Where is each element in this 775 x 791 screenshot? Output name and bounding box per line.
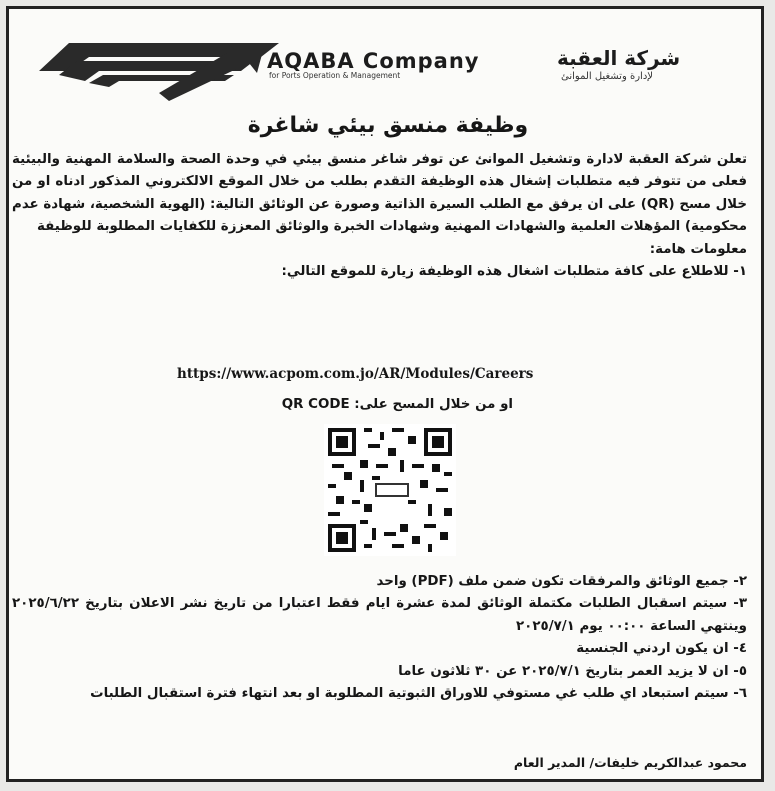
intro-paragraph: تعلن شركة العقبة لادارة وتشغيل الموانئ عن توفر شاغر منسق بيئي في وحدة الصحة والسلامة المهنية والبيئية فعلى من تتوفر فيه متطلبات إشغال هذه الوظيفة التقدم بطلب من خلال الموقع الالكتروني المذكور ادناه او من خلال مسح (QR) على ان يرفق مع الطلب السيرة الذاتية وصورة عن الوثائق التالية: (الهوية الشخصية، شهادة عدم محكومية) المؤهلات العلمية والشهادات المهنية وشهادات الخبرة والوثائق المعززة للكفايات المطلوبة للوظيفة — [12, 152, 748, 235]
important-heading: معلومات هامة: — [649, 241, 747, 257]
company-subtitle-ar: لإدارة وتشغيل الموانئ — [561, 71, 653, 82]
ship-logo-icon — [39, 43, 279, 101]
careers-url[interactable]: https://www.acpom.com.jo/AR/Modules/Careers — [177, 366, 534, 382]
announcement-body — [12, 149, 747, 283]
qr-code[interactable] — [324, 424, 456, 556]
company-name-ar: شركة العقبة — [557, 46, 681, 70]
list-item: ٢- جميع الوثائق والمرفقات تكون ضمن ملف (PDF) واحد — [376, 574, 747, 589]
job-title: وظيفة منسق بيئي شاغرة — [247, 113, 529, 138]
list-item: ٣- سيتم اسقبال الطلبات مكتملة الوثائق لمدة عشرة ايام فقط اعتبارا من تاريخ نشر الاعلان بتاريخ ٢٠٢٥/٦/٢٢ وينتهي الساعة ٠٠:٠٠ يوم ٢٠٢٥/٧/١ — [12, 596, 747, 634]
list-item: ٤- ان يكون اردني الجنسية — [576, 641, 747, 657]
requirements-list — [12, 571, 747, 705]
company-name-en: AQABA Company — [267, 49, 480, 73]
signature: محمود عبدالكريم خليفات/ المدير العام — [513, 755, 747, 770]
list-item: ٥- ان لا يزيد العمر بتاريخ ٢٠٢٥/٧/١ عن ٣٠ ثلاثون عاما — [398, 663, 747, 679]
advertisement-sheet — [6, 6, 764, 782]
list-item: ٦- سيتم استبعاد اي طلب غي مستوفي للاوراق الثبوتية المطلوبة او بعد انتهاء فترة استقبال الطلبات — [90, 686, 747, 702]
qr-label: او من خلال المسح على: QR CODE — [281, 397, 513, 412]
company-subtitle-en: for Ports Operation & Management — [269, 71, 401, 80]
item-1: ١- للاطلاع على كافة متطلبات اشغال هذه الوظيفة زيارة للموقع التالي: — [281, 264, 747, 280]
